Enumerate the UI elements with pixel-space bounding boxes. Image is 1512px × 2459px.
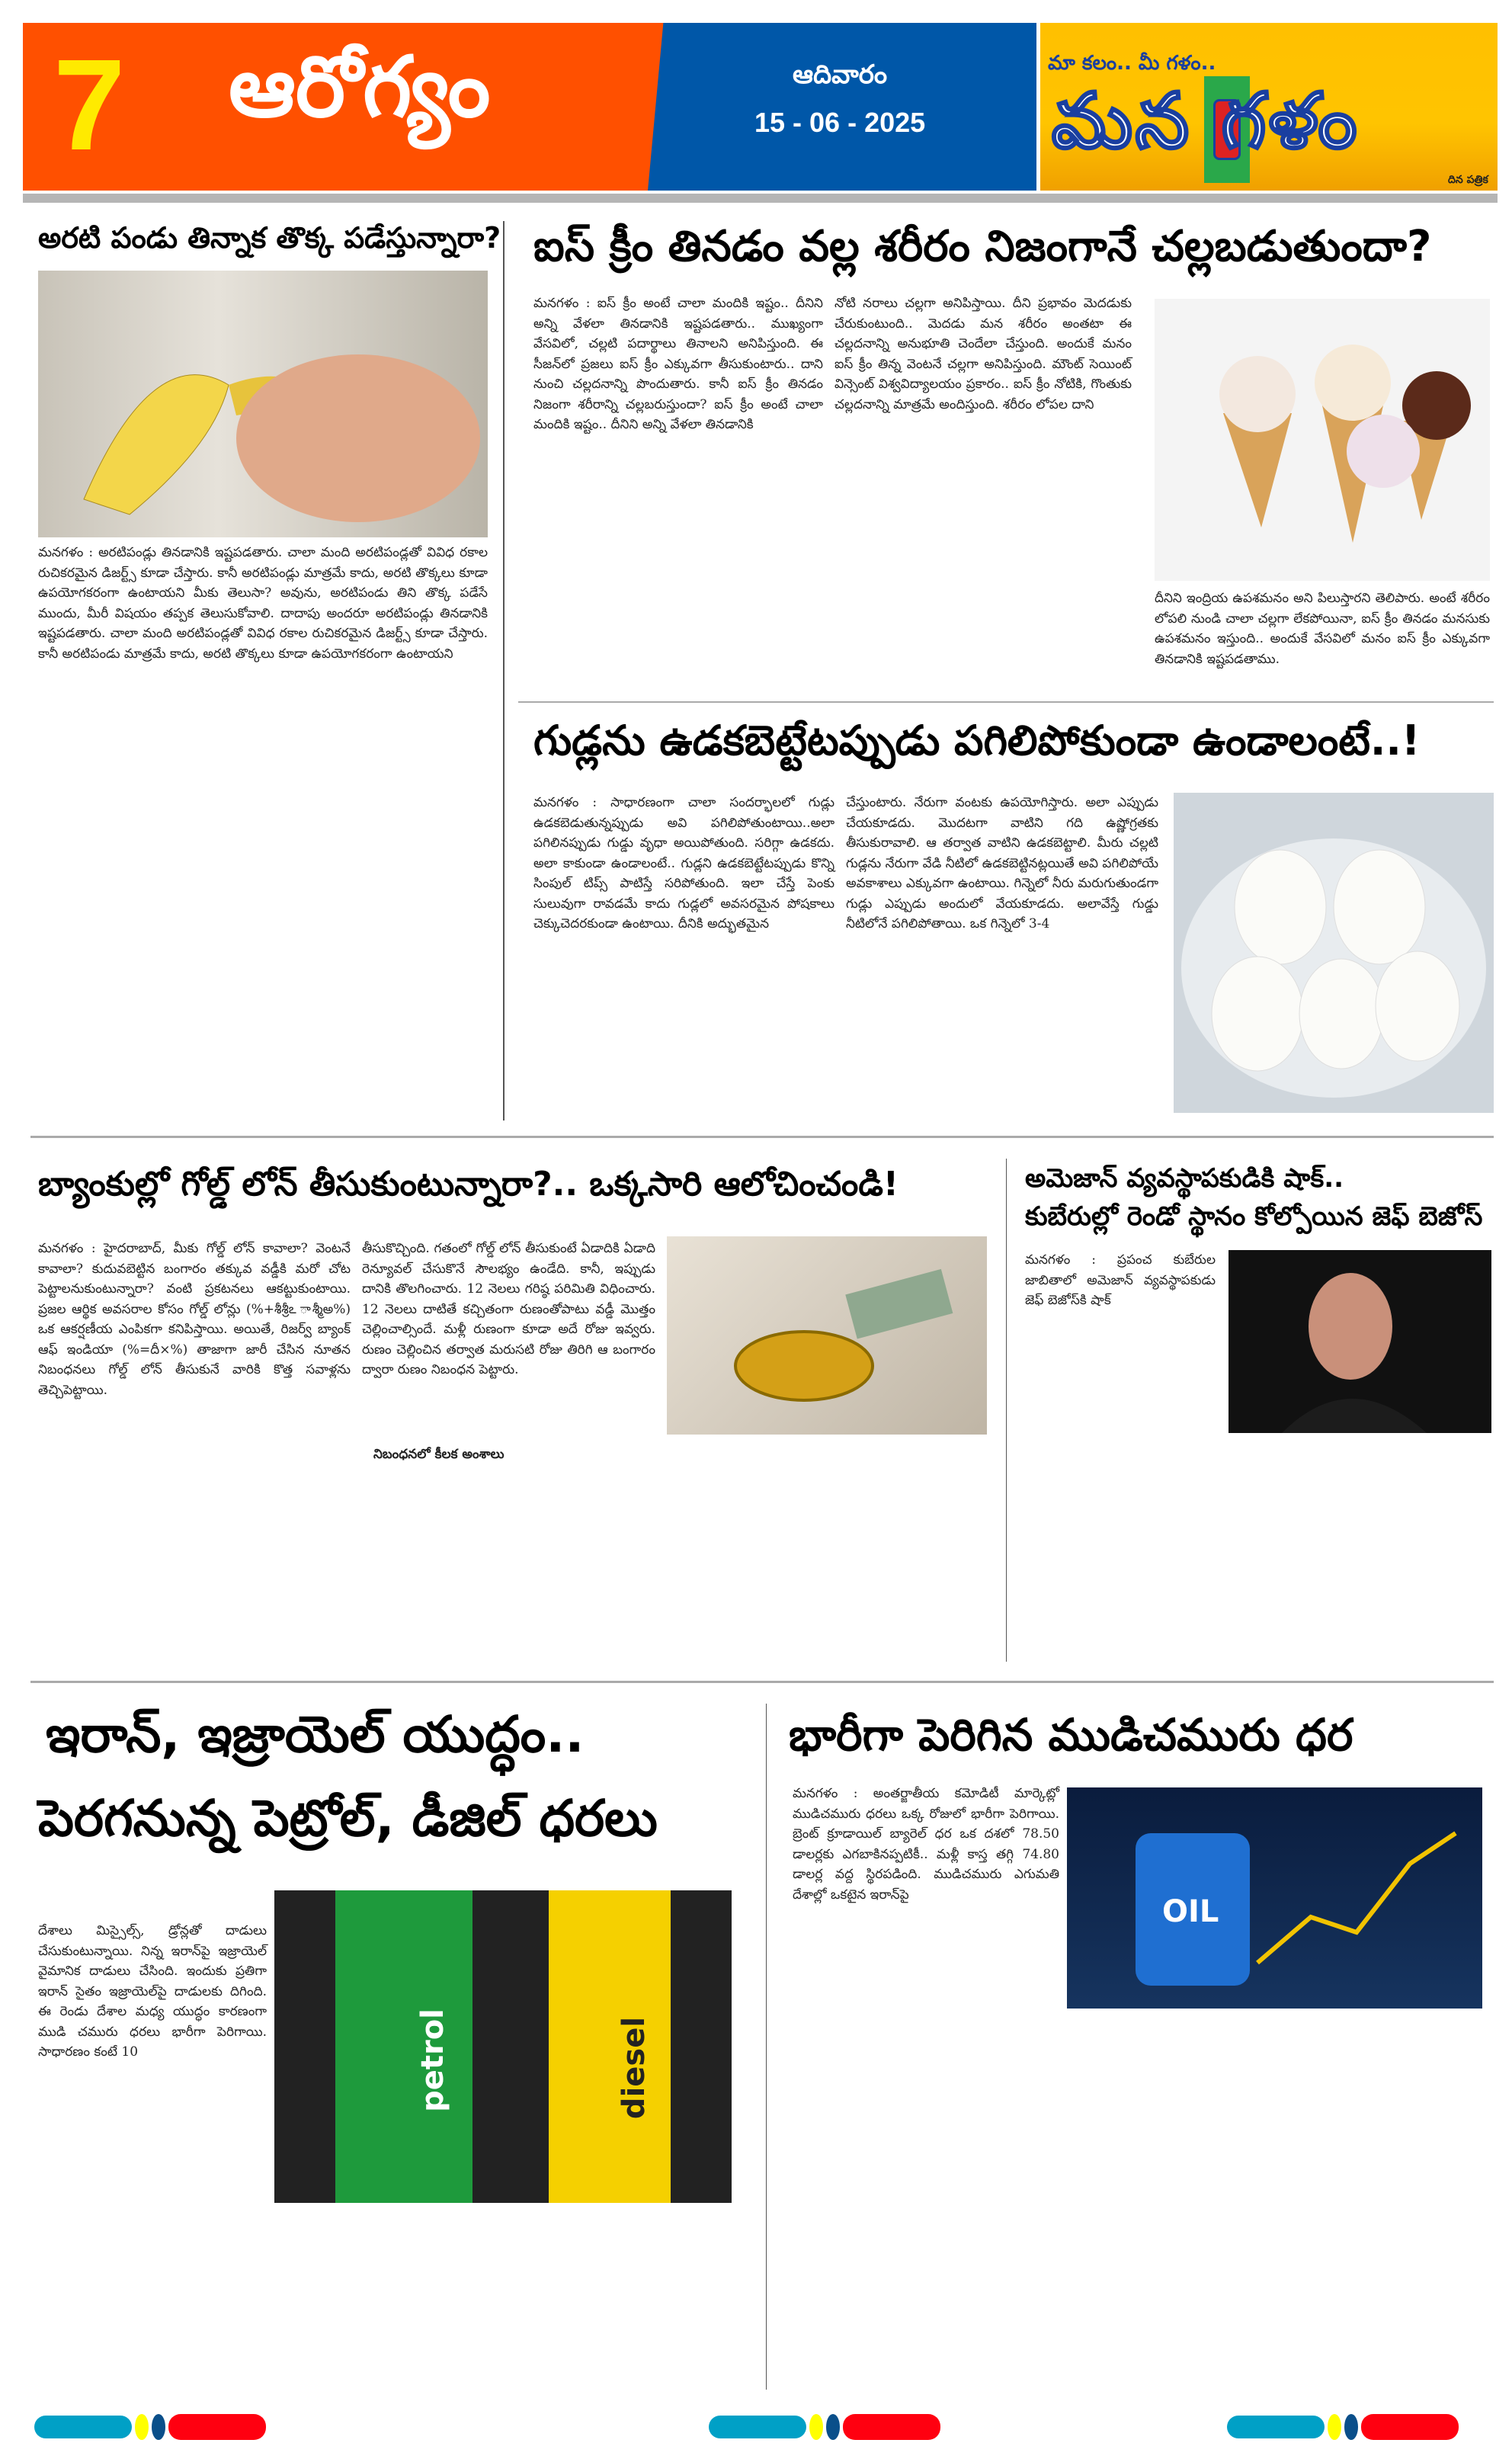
bezos-body: మనగళం : ప్రపంచ కుబేరుల జాబితాలో అమెజాన్ వ్యవస్థాపకుడు జెఫ్ బెజోస్‌కి షాక్ (1025, 1252, 1216, 1308)
section-divider (30, 1136, 1494, 1138)
crude-headline: భారీగా పెరిగిన ముడిచమురు ధర (789, 1709, 1353, 1761)
column-divider (766, 1704, 767, 2390)
footer-ornament (709, 2415, 940, 2439)
goldloan-body-col1: మనగళం : హైదరాబాద్, మీకు గోల్డ్ లోన్ కావాలా? వెంటనే కావాలా? కుదువబెట్టిన బంగారం తక్కువ వడ్డీకి మరో చోట పెట్టాలనుకుంటున్నారా? వంటి ప్రకటనలు ఆకట్టుకుంటాయి. ప్రజల ఆర్థిక అవసరాల కోసం గోల్డ్ లోన్లు (%+శీశ్రీఽ ాశ్మీఅ%) ఒక ఆకర్షణీయ ఎంపికగా కనిపిస్తాయి. అయితే, రిజర్వ్ బ్యాంక్ ఆఫ్ ఇండియా (%=దీ×%) తాజాగా జారీ చేసిన నూతన నిబంధనలు గోల్డ్ లోన్ తీసుకునే వారికి కొత్త సవాళ్లను తెచ్చిపెట్టాయి. (38, 1241, 351, 1398)
eggs-photo (1174, 793, 1494, 1113)
eggs-body-col2: చేస్తుంటారు. నేరుగా వంటకు ఉపయోగిస్తారు. అలా ఎప్పుడు చేయకూడదు. మొదటగా వాటిని గది ఉష్ణోగ్రతకు తీసుకురావాలి. ఆ తర్వాత వాటిని ఉడకబెట్టాలి. మీరు చల్లటి గుడ్లను నేరుగా వేడి నీటిలో ఉడకబెట్టినట్లయితే అవి పగిలిపోయే అవకాశాలు ఎక్కువగా ఉంటాయి. గిన్నెలో నీరు మరుగుతుండగా గుడ్లు ఎప్పుడు అందులో వేయకూడదు. అలావేస్తే గుడ్డు నీటిలోనే పగిలిపోతాయి. ఒక గిన్నెలో 3-4 (846, 795, 1158, 931)
banana-headline: అరటి పండు తిన్నాక తొక్క పడేస్తున్నారా? (38, 221, 501, 255)
goldloan-photo (667, 1236, 987, 1435)
goldloan-subhead: నిబంధనలో కీలక అంశాలు (373, 1447, 505, 1462)
weekday: ఆదివారం (793, 59, 888, 90)
iran-headline-line1: ఇరాన్, ఇజ్రాయెల్ యుద్ధం.. (46, 1705, 585, 1764)
section-divider (30, 1681, 1494, 1683)
footer-ornament (1227, 2415, 1459, 2439)
column-divider (1006, 1159, 1007, 1662)
newspaper-logo: మన గళం (1052, 76, 1360, 165)
bezos-headline-line2: కుబేరుల్లో రెండో స్థానం కోల్పోయిన జెఫ్ బెజోస్ (1025, 1201, 1483, 1232)
crude-body: మనగళం : అంతర్జాతీయ కమోడిటీ మార్కెట్లో ముడిచమురు ధరలు ఒక్క రోజులో భారీగా పెరిగాయి. బ్రెంట్ క్రూడాయిల్ బ్యారెల్ ధర ఒక దశలో 78.50 డాలర్లకు ఎగబాకినప్పటికీ.. మళ్లీ కాస్త తగ్గి 74.80 డాలర్ల వద్ద స్థిరపడింది. ముడిచమురు ఎగుమతి దేశాల్లో ఒకటైన ఇరాన్‌పై (793, 1786, 1059, 1903)
iran-body: దేశాలు మిస్సైల్స్, డ్రోన్లతో దాడులు చేసుకుంటున్నాయి. నిన్న ఇరాన్‌పై ఇజ్రాయెల్ వైమానిక దాడులు చేసింది. ఇందుకు ప్రతిగా ఇరాన్ సైతం ఇజ్రాయెల్‌పై దాడులకు దిగింది. ఈ రెండు దేశాల మధ్య యుద్ధం కారణంగా ముడి చమురు ధరలు భారీగా పెరిగాయి. సాధారణం కంటే 10 (38, 1923, 267, 2060)
diesel-label: diesel (617, 2016, 652, 2120)
icecream-body-col1: మనగళం : ఐస్ క్రీం అంటే చాలా మందికి ఇష్టం.. దీనిని అన్ని వేళలా తినడానికి ఇష్టపడతారు.. ముఖ్యంగా వేసవిలో, చల్లటి పదార్థాలు తినాలని అనిపిస్తుంది. ఈ సీజన్‌లో ప్రజలు ఐస్ క్రీం ఎక్కువగా తీసుకుంటారు.. దాని నుంచి చల్లదనాన్ని పొందుతారు. కానీ ఐస్ క్రీం తినడం నిజంగా శరీరాన్ని చల్లబరుస్తుందా? ఐస్ క్రీం అంటే చాలా మందికి ఇష్టం.. దీనిని అన్ని వేళలా తినడానికి (533, 296, 823, 432)
oil-label: OIL (1162, 1894, 1219, 1929)
icecream-headline: ఐస్ క్రీం తినడం వల్ల శరీరం నిజంగానే చల్లబడుతుందా? (533, 222, 1432, 271)
petrol-label: petrol (415, 2009, 450, 2112)
section-title: ఆరోగ్యం (229, 38, 491, 136)
iran-headline-line2: పెరగనున్న పెట్రోల్, డీజిల్ ధరలు (38, 1789, 658, 1848)
eggs-headline: గుడ్లను ఉడకబెట్టేటప్పుడు పగిలిపోకుండా ఉండాలంటే..! (533, 717, 1421, 765)
fuel-pump-photo (274, 1890, 732, 2203)
bezos-photo (1228, 1250, 1491, 1433)
oil-barrel-photo (1067, 1787, 1482, 2009)
goldloan-body-col2: తీసుకొచ్చింది. గతంలో గోల్డ్ లోన్ తీసుకుంటే ఏడాదికి ఏడాది రెన్యూవల్ చేసుకొనే సౌలభ్యం ఉండేది. కానీ, ఇప్పుడు దానికి తొలగించారు. 12 నెలలు గరిష్ఠ పరిమితి విధించారు. 12 నెలలు దాటితే కచ్చితంగా రుణంతోపాటు వడ్డీ మొత్తం చెల్లించాల్సిందే. మళ్లీ రుణంగా కూడా అదే రోజు ఇవ్వరు. రుణం చెల్లించిన తర్వాత మరుసటి రోజు తిరిగి ఆ బంగారం ద్వారా రుణం నిబంధన పెట్టారు. (362, 1241, 655, 1377)
icecream-body-col3: దీనిని ఇంద్రియ ఉపశమనం అని పిలుస్తారని తెలిపారు. అంటే శరీరం లోపలి నుండి చాలా చల్లగా లేకపోయినా, ఐస్ క్రీం తినడం మనసుకు ఉపశమనం ఇస్తుంది.. అందుకే వేసవిలో మనం ఐస్ క్రీం ఎక్కువగా తినడానికి ఇష్టపడతాము. (1155, 591, 1490, 667)
goldloan-headline: బ్యాంకుల్లో గోల్డ్ లోన్ తీసుకుంటున్నారా?.. ఒక్కసారి ఆలోచించండి! (38, 1165, 899, 1204)
section-divider (518, 701, 1494, 703)
header-divider (23, 194, 1498, 203)
issue-date: 15 - 06 - 2025 (754, 107, 926, 138)
footer-ornament (34, 2415, 266, 2439)
icecream-photo (1155, 299, 1490, 581)
bezos-headline-line1: అమెజాన్ వ్యవస్థాపకుడికి షాక్.. (1025, 1163, 1344, 1194)
icecream-body-col2: నోటి నరాలు చల్లగా అనిపిస్తాయి. దీని ప్రభావం మెదడుకు చేరుకుంటుంది.. మెదడు మన శరీరం అంతటా ఈ చల్లదనాన్ని అనుభూతి చెందేలా చేస్తుంది. అందుకే మనం ఐస్ క్రీం తిన్న వెంటనే చల్లగా అనిపిస్తుంది. మౌంట్ సెయింట్ విన్సెంట్ విశ్వవిద్యాలయం ప్రకారం.. ఐస్ క్రీం నోటికి, గొంతుకు చల్లదనాన్ని మాత్రమే అందిస్తుంది. శరీరం లోపల దాని (834, 296, 1132, 412)
page-number: 7 (53, 33, 126, 178)
logo-subtitle: దిన పత్రిక (1448, 174, 1488, 186)
column-divider (503, 221, 505, 1120)
banana-photo (38, 271, 488, 537)
eggs-body-col1: మనగళం : సాధారణంగా చాలా సందర్భాలలో గుడ్లు ఉడకబెడుతున్నప్పుడు అవి పగిలిపోతుంటాయి..అలా పగిలినప్పుడు గుడ్డు వృధా అయిపోతుంది. సరిగ్గా ఉడకదు. అలా కాకుండా ఉండాలంటే.. గుడ్లని ఉడకబెట్టేటప్పుడు కొన్ని సింపుల్ టిప్స్ పాటిస్తే సరిపోతుంది. ఇలా చేస్తే పెంకు సులువుగా రావడమే కాదు గుడ్లలో అవసరమైన పోషకాలు చెక్కుచెదరకుండా ఉంటాయి. దీనికి అద్భుతమైన (533, 795, 834, 931)
logo-tagline: మా కలం.. మీ గళం.. (1048, 52, 1216, 75)
banana-body: మనగళం : అరటిపండ్లు తినడానికి ఇష్టపడతారు. చాలా మంది అరటిపండ్లతో వివిధ రకాల రుచికరమైన డిజర్ట్స్ కూడా చేస్తారు. కానీ అరటిపండ్లు మాత్రమే కాదు, అరటి తొక్కలు కూడా ఉపయోగకరంగా ఉంటాయని మీకు తెలుసా? అవును, అరటిపండు తిని తొక్క పడేసే ముందు, మీరీ విషయం తప్పక తెలుసుకోవాలి. దాదాపు అందరూ అరటిపండ్లు తినడానికి ఇష్టపడతారు. చాలా మంది అరటిపండ్లతో వివిధ రకాల రుచికరమైన డిజర్ట్స్ కూడా చేస్తారు. కానీ అరటిపండు మాత్రమే కాదు, అరటి తొక్కలు కూడా ఉపయోగకరంగా ఉంటాయని (38, 545, 488, 662)
